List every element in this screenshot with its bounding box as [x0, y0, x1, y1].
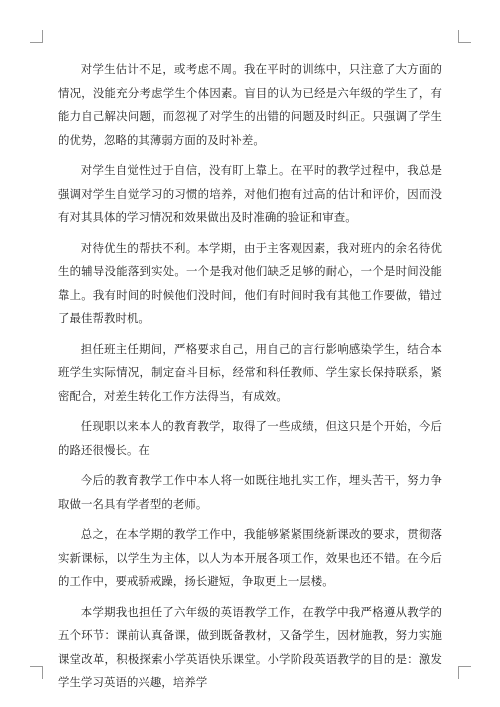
paragraph: 任现职以来本人的教育教学，取得了一些成绩，但这只是个开始，今后的路还很慢长。在 — [58, 419, 442, 457]
paragraph: 对学生自觉性过于自信，没有盯上靠上。在平时的教学过程中，我总是强调对学生自觉学习的习惯的培养，对他们抱有过高的估计和评价，因而没有对其具体的学习情况和效果做出及时准确的验证和审查。 — [58, 163, 442, 224]
paragraph: 本学期我也担任了六年级的英语教学工作，在教学中我严格遵从教学的五个环节：课前认真备课，做到既备教材，又备学生，因材施教，努力实施课堂改革，积极探索小学英语快乐课堂。小学阶段英语教学的目的是：激发学生学习英语的兴趣，培养学 — [58, 604, 442, 689]
document-body — [58, 58, 442, 702]
paragraph: 对学生估计不足，或考虑不周。我在平时的训练中，只注意了大方面的情况，没能充分考虑学生个体因素。盲目的认为已经是六年级的学生了，有能力自己解决问题，而忽视了对学生的出错的问题及时纠正。只强调了学生的优势，忽略的其薄弱方面的及时补差。 — [58, 62, 442, 147]
crop-mark-bottom-right — [458, 666, 471, 679]
paragraph: 担任班主任期间，严格要求自己，用自己的言行影响感染学生，结合本班学生实际情况，制定奋斗目标，经常和科任教师、学生家长保持联系，紧密配合，对差生转化工作方法得当，有成效。 — [58, 341, 442, 403]
crop-mark-top-left — [30, 30, 43, 43]
paragraph: 今后的教育教学工作中本人将一如既往地扎实工作，埋头苦干，努力争取做一名具有学者型的老师。 — [58, 473, 442, 511]
crop-mark-top-right — [458, 30, 471, 43]
paragraph: 总之，在本学期的教学工作中，我能够紧紧围绕新课改的要求，贯彻落实新课标，以学生为主体，以人为本开展各项工作，效果也还不错。在今后的工作中，要戒骄戒躁，扬长避短，争取更上一层楼。 — [58, 527, 442, 588]
crop-mark-bottom-left — [30, 666, 43, 679]
paragraph: 对待优生的帮扶不利。本学期，由于主客观因素，我对班内的余名待优生的辅导没能落到实处。一个是我对他们缺乏足够的耐心，一个是时间没能靠上。我有时间的时候他们没时间，他们有时间时我有其他工作要做，错过了最佳帮教时机。 — [58, 240, 442, 325]
